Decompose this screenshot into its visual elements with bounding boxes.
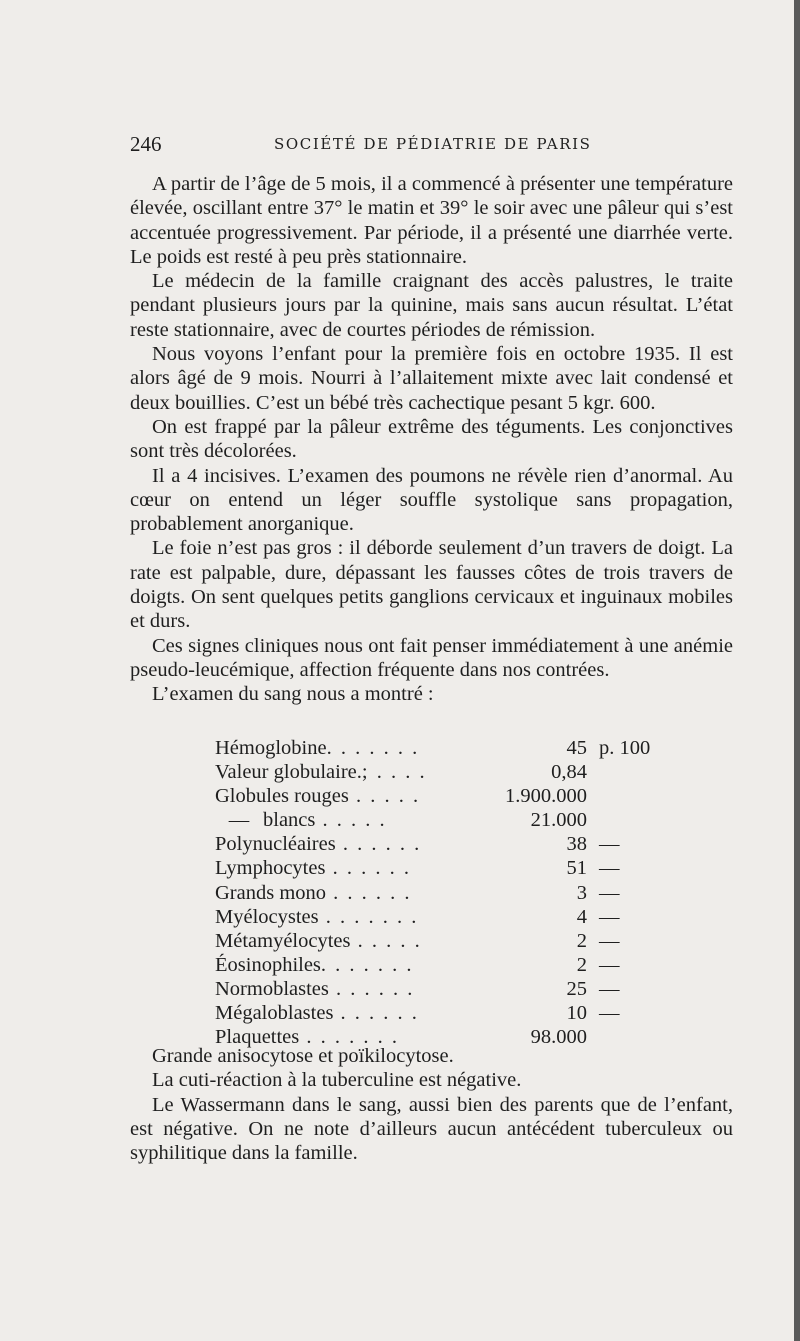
paragraph: Le médecin de la famille craignant des accès palustres, le traite pendant plusieurs jours par la quinine, mais sans aucun résultat. L’état reste stationnaire, avec de courtes périodes de rémission. [130,270,733,341]
row-label: Normoblastes [215,977,329,1000]
row-label-cell [215,905,467,929]
row-label: Myélocystes [215,905,319,928]
row-label-cell [215,808,467,832]
paragraph: Il a 4 incisives. L’examen des poumons ne révèle rien d’anormal. Au cœur on entend un léger souffle systolique sans propagation, probablement anorganique. [130,464,733,536]
row-value: 4 [576,905,587,928]
table-row [215,784,679,808]
row-unit: — [599,833,620,856]
row-label-cell [215,736,467,760]
row-label: Polynucléaires [215,833,336,856]
leader-dots: ; . . . . [361,761,427,784]
row-unit: — [599,977,620,1000]
row-value: 38 [566,833,587,856]
row-label-cell [215,929,467,953]
leader-dots: . . . . . . [328,977,415,1000]
row-label: Globules rouges [215,785,349,808]
table-row [215,832,679,856]
leader-dots: . . . . . [348,785,421,808]
row-value: 3 [576,881,587,904]
leader-dots: . . . . . . [326,881,412,904]
row-label: Hémoglobine [215,737,327,759]
row-value: 2 [576,929,587,952]
row-value: 2 [576,953,587,976]
blood-exam-table [215,736,679,1049]
row-label: Grands mono [215,881,327,904]
row-label-cell [215,1001,467,1025]
row-label-cell [215,784,467,808]
row-unit: — [599,929,620,952]
table-row [215,881,679,905]
paragraph: Nous voyons l’enfant pour la première fois en octobre 1935. Il est alors âgé de 9 mois. Nourri à l’allaitement mixte avec lait condensé et deux bouillies. C’est un bébé très cachectique pesant 5 kgr. 600. [130,343,733,414]
row-label-cell [215,953,467,977]
row-value: 0,84 [551,761,587,784]
row-value: 51 [566,857,587,880]
row-label-cell [215,856,467,880]
row-unit: — [599,857,620,880]
row-unit: — [599,953,620,976]
row-label: blancs [263,809,316,832]
row-label-cell [215,881,467,905]
row-value: 98.000 [530,1026,587,1049]
leader-dots: . . . . . . [325,857,411,880]
leader-dots: . . . . . [350,929,422,952]
running-title: SOCIÉTÉ DE PÉDIATRIE DE PARIS [274,135,592,153]
ditto-dash: — [228,809,250,832]
row-label-cell [215,832,467,856]
paragraph: La cuti-réaction à la tuberculine est négative. [152,1069,522,1092]
row-unit: p. 100 [599,737,651,759]
leader-dots: . . . . . . . [326,737,420,759]
page-edge-shadow [794,0,800,1341]
page-header [130,132,732,158]
page-number: 246 [130,132,162,156]
paragraph: A partir de l’âge de 5 mois, il a commencé à présenter une température élevée, oscillant entre 37° le matin et 39° le soir avec une pâleur qui s’est accentuée progressivement. Par période, il a présenté une diarrhée verte. Le poids est resté à peu près stationnaire. [130,173,733,268]
table-row [215,977,679,1001]
leader-dots: . . . . . [315,809,387,832]
leader-dots: . . . . . . [333,1002,419,1025]
paragraph: Grande anisocytose et poïkilocytose. [152,1045,454,1067]
table-row [215,760,679,784]
table-row [215,953,679,977]
leader-dots: . . . . . . . [320,953,414,976]
row-unit: — [599,1002,620,1025]
body-text [130,172,733,707]
paragraph: Le foie n’est pas gros : il déborde seulement d’un travers de doigt. La rate est palpable, dure, dépassant les fausses côtes de trois travers de doigts. On sent quelques petits ganglions cervicaux et inguinaux mobiles et durs. [130,537,733,633]
row-label: Métamyélocytes [215,929,351,952]
leader-dots: . . . . . . . [299,1026,400,1049]
table-row [215,929,679,953]
row-value: 10 [566,1002,587,1025]
paragraph: On est frappé par la pâleur extrême des téguments. Les conjonctives sont très décolorées. [130,415,733,463]
paragraph: L’examen du sang nous a montré : [152,683,434,706]
table-row [215,905,679,929]
row-unit [587,760,679,784]
table-row [215,808,679,832]
row-label-cell [215,760,467,784]
row-unit [587,784,679,808]
row-unit [587,808,679,832]
table-row [215,1001,679,1025]
row-unit: — [599,905,620,928]
row-unit: — [599,881,620,904]
row-label-cell [215,977,467,1001]
closing-text [130,1044,733,1165]
paragraph: Le Wassermann dans le sang, aussi bien des parents que de l’enfant, est négative. On ne note d’ailleurs aucun antécédent tuberculeux ou syphilitique dans la famille. [130,1093,733,1165]
row-value: 45 [566,737,587,759]
row-label: Éosinophiles [215,953,321,976]
table-row [215,736,679,760]
row-label: Valeur globulaire. [215,761,362,784]
row-label: Lymphocytes [215,857,326,880]
row-value: 1.900.000 [505,785,587,808]
leader-dots: . . . . . . . [318,905,419,928]
row-label: Mégaloblastes [215,1002,334,1025]
table-row [215,856,679,880]
row-label: Plaquettes [215,1026,300,1049]
row-value: 21.000 [530,809,587,832]
leader-dots: . . . . . . [335,833,422,856]
row-value: 25 [566,977,587,1000]
paragraph: Ces signes cliniques nous ont fait penser immédiatement à une anémie pseudo-leucémique, affection fréquente dans nos contrées. [130,634,733,681]
